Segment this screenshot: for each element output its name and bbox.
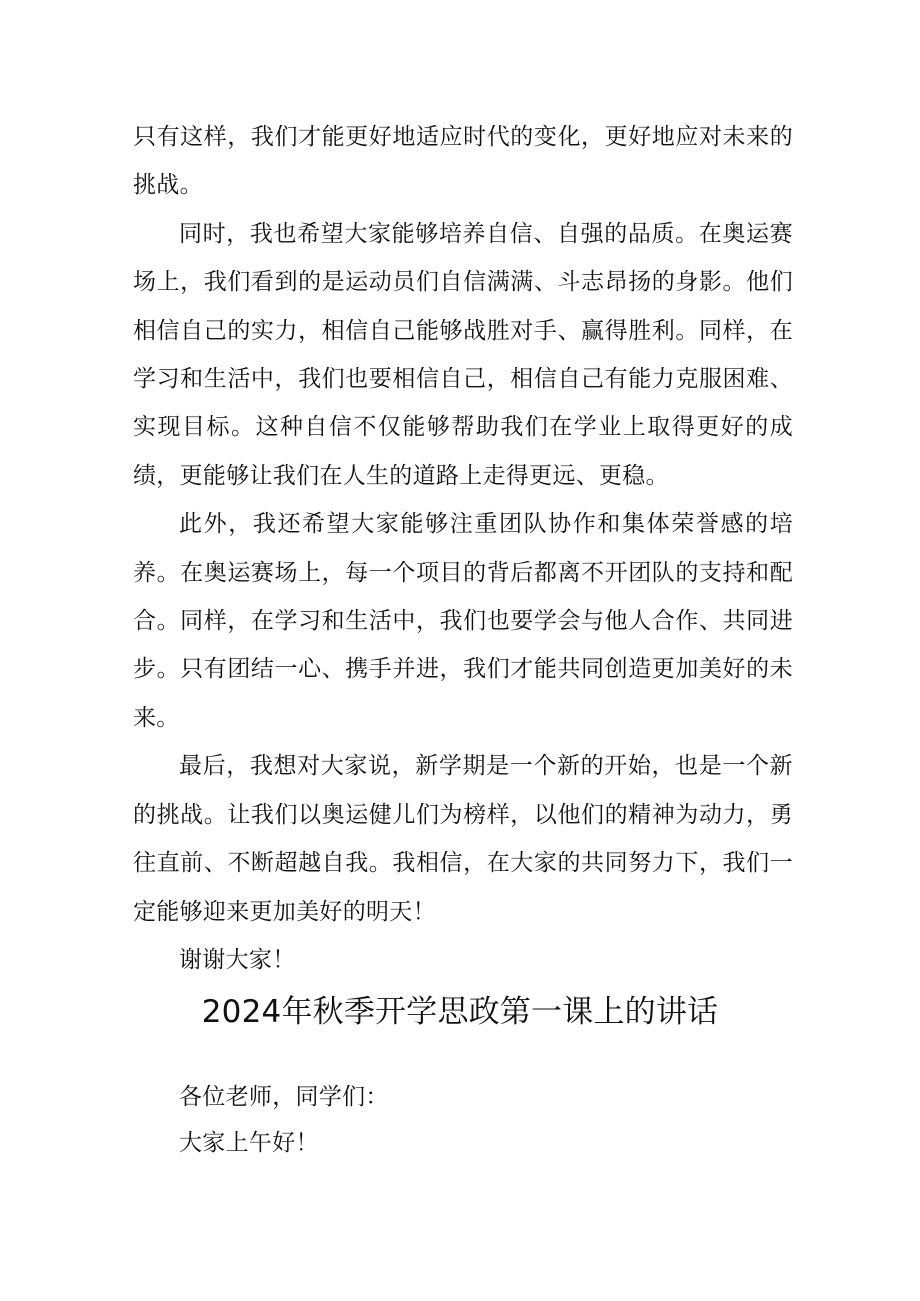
salutation: 各位老师，同学们： <box>179 1084 389 1110</box>
paragraph-thanks: 谢谢大家！ <box>179 946 296 973</box>
greeting: 大家上午好！ <box>179 1130 319 1156</box>
paragraph-confidence: 同时，我也希望大家能够培养自信、自强的品质。在奥运赛场上，我们看到的是运动员们自信满满、斗志昂扬的身影。他们相信自己的实力，相信自己能够战胜对手、赢得胜利。同样，在学习和生活中，我们也要相信自己，相信自己有能力克服困难、实现目标。这种自信不仅能够帮助我们在学业上取得更好的成绩，更能够让我们在人生的道路上走得更远、更稳。 <box>133 220 793 489</box>
speech-body <box>133 113 793 984</box>
speech-title: 2024年秋季开学思政第一课上的讲话 <box>201 994 719 1030</box>
paragraph-closing: 最后，我想对大家说，新学期是一个新的开始，也是一个新的挑战。让我们以奥运健儿们为榜样，以他们的精神为动力，勇往直前、不断超越自我。我相信，在大家的共同努力下，我们一定能够迎来更加美好的明天！ <box>133 753 793 925</box>
speech-opening <box>179 1074 389 1166</box>
paragraph-continuation: 只有这样，我们才能更好地适应时代的变化，更好地应对未来的挑战。 <box>133 124 793 199</box>
paragraph-teamwork: 此外，我还希望大家能够注重团队协作和集体荣誉感的培养。在奥运赛场上，每一个项目的背后都离不开团队的支持和配合。同样，在学习和生活中，我们也要学会与他人合作、共同进步。只有团结一心、携手并进，我们才能共同创造更加美好的未来。 <box>133 511 793 731</box>
